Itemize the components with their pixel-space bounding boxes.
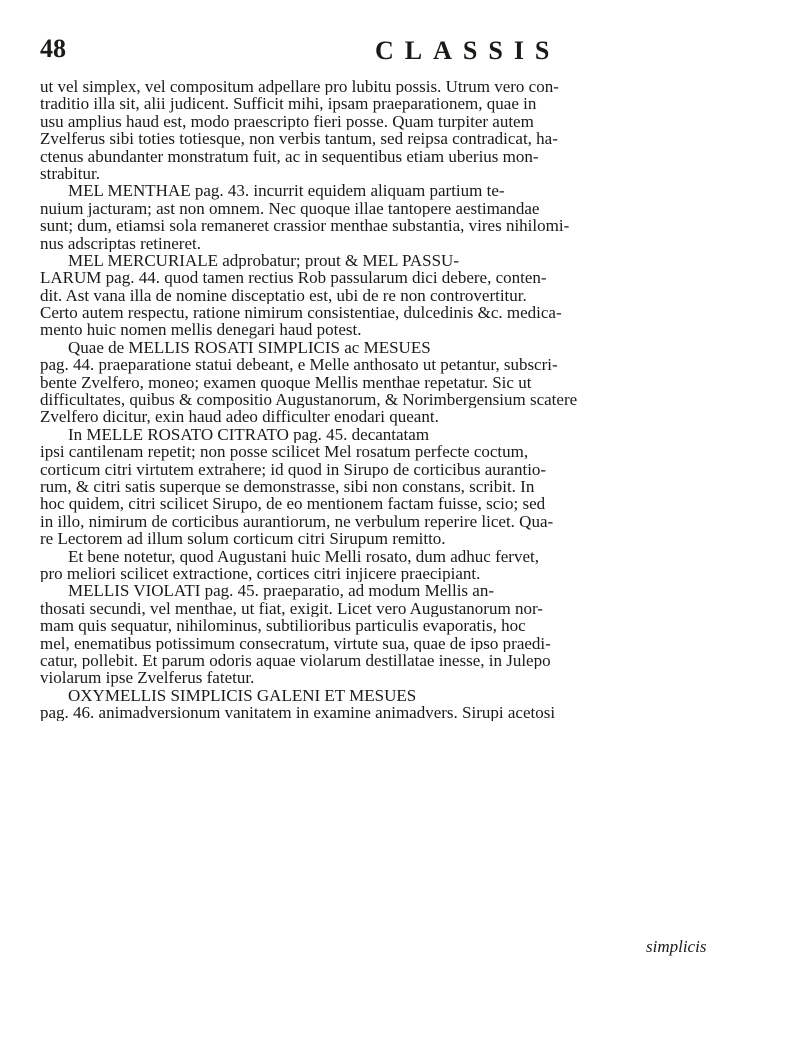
text-line: MELLIS VIOLATI pag. 45. praeparatio, ad modum Mellis an- [68,582,495,600]
text-line: thosati secundi, vel menthae, ut fiat, exigit. Licet vero Augustanorum nor- [40,599,543,618]
text-line: ctenus abundanter monstratum fuit, ac in sequentibus etiam uberius mon- [40,147,539,165]
text-line: pro meliori scilicet extractione, cortices citri injicere praecipiant. [40,564,481,583]
text-line: Zvelferus sibi toties totiesque, non verbis tantum, sed reipsa contradicat, ha- [40,130,558,148]
text-line: In MELLE ROSATO CITRATO pag. 45. decantatam [68,425,430,444]
text-line: traditio illa sit, alii judicent. Sufficit mihi, ipsam praeparationem, quae in [40,95,537,113]
running-head [40,28,600,68]
text-line: nus adscriptas retineret. [40,234,201,252]
text-line: Zvelfero dicitur, exin haud adeo difficulter enodari queant. [40,408,439,426]
text-line: MEL MENTHAE pag. 43. incurrit equidem aliquam partium te- [68,182,505,200]
text-line: rum, & citri satis superque se demonstrasse, sibi non constans, scribit. In [40,477,535,496]
text-line: MEL MERCURIALE adprobatur; prout & MEL PASSU- [68,251,459,270]
text-line: in illo, nimirum de corticibus aurantiorum, ne verbulum reperire licet. Qua- [40,512,554,531]
catchword: simplicis [646,937,707,956]
text-line: Et bene notetur, quod Augustani huic Melli rosato, dum adhuc fervet, [68,547,539,565]
text-line: strabitur. [40,164,100,183]
text-line: bente Zvelfero, moneo; examen quoque Mellis menthae repetatur. Sic ut [40,373,532,392]
text-line: mel, enematibus potissimum consecratum, virtute sua, quae de ipso praedi- [40,634,551,652]
text-line: OXYMELLIS SIMPLICIS GALENI ET MESUES [68,686,417,705]
text-line: difficultates, quibus & compositio Augustanorum, & Norimbergensium scatere [40,391,578,409]
running-title: CLASSIS [375,36,561,65]
text-line: sunt; dum, etiamsi sola remaneret crassior menthae substantia, vires nihilomi- [40,217,570,235]
text-line: hoc quidem, citri scilicet Sirupo, de eo mentionem factam fuisse, scio; sed [40,495,546,513]
text-line: pag. 44. praeparatione statui debeant, e Melle anthosato ut petantur, subscri- [40,356,558,374]
text-line: dit. Ast vana illa de nomine disceptatio est, ubi de re non controvertitur. [40,286,527,305]
text-line: nuium jacturam; ast non omnem. Nec quoque illae tantopere aestimandae [40,199,540,218]
page-number: 48 [40,34,66,63]
text-line: catur, pollebit. Et parum odoris aquae violarum destillatae inesse, in Julepo [40,651,551,670]
text-line: mento huic nomen mellis denegari haud potest. [40,321,362,339]
text-line: corticum citri virtutem extrahere; id quod in Sirupo de corticibus aurantio- [40,460,547,478]
text-line: mam quis sequatur, nihilominus, subtilioribus particulis evaporatis, hoc [40,617,526,635]
text-line: ipsi cantilenam repetit; non posse scilicet Mel rosatum perfecte coctum, [40,443,529,461]
text-line: pag. 46. animadversionum vanitatem in examine animadvers. Sirupi acetosi [40,704,556,722]
text-line: LARUM pag. 44. quod tamen rectius Rob passularum dici debere, conten- [40,269,547,287]
text-line: ut vel simplex, vel compositum adpellare pro lubitu possis. Utrum vero con- [40,78,559,96]
text-line: re Lectorem ad illum solum corticum citri Sirupum remitto. [40,530,446,548]
body-text [40,78,740,721]
text-line: Certo autem respectu, ratione nimirum consistentiae, dulcedinis &c. medica- [40,304,562,322]
text-line: Quae de MELLIS ROSATI SIMPLICIS ac MESUES [68,338,431,357]
text-line: violarum ipse Zvelferus fatetur. [40,669,255,687]
text-line: usu amplius haud est, modo praescripto fieri posse. Quam turpiter autem [40,112,534,131]
